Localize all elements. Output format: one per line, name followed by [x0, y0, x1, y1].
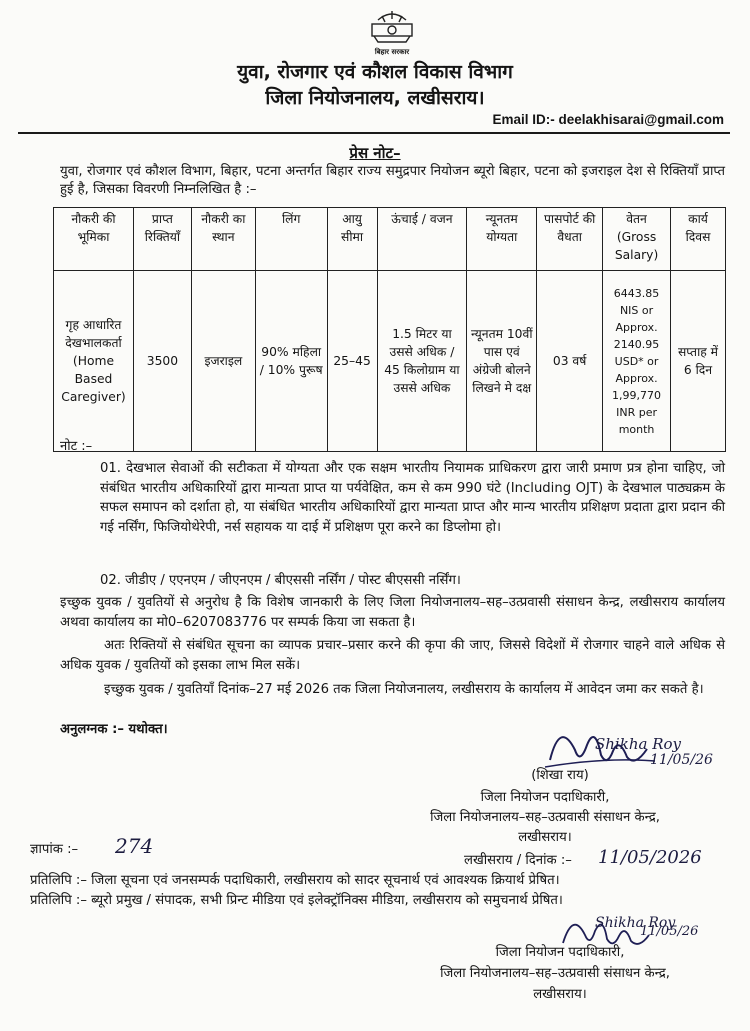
header-divider	[18, 132, 730, 134]
annexure-line: अनुलग्नक :– यथोक्त।	[60, 722, 168, 737]
department-title: युवा, रोजगार एवं कौशल विकास विभाग	[237, 61, 513, 83]
header-cell: नौकरी का स्थान	[191, 208, 255, 271]
memo-number: 274	[115, 834, 154, 858]
officer-designation: जिला नियोजन पदाधिकारी,	[480, 790, 610, 805]
table-cell: 1.5 मिटर या उससे अधिक / 45 किलोग्राम या उससे अधिक	[377, 271, 467, 452]
signature-date: 11/05/26	[640, 924, 699, 939]
note-item-1: 01. देखभाल सेवाओं की सटीकता में योग्यता और एक सक्षम भारतीय नियामक प्राधिकरण द्वारा जारी प्रमाण प्रत्र होना चाहिए, जो संबंधित भारतीय अधिकारियों द्वारा मान्यता प्राप्त या पर्यवेक्षित, कम से कम 990 घंटे (Including OJT) के देखभाल पाठ्यक्रम के सफल समापन को दर्शाता हो, या संबंधित भारतीय अधिकारियों द्वारा मान्यता प्राप्त और मान्य भारतीय प्रशिक्षण प्रदाता द्वारा प्रदान की गई नर्सिंग, फिजियोथेरेपी, नर्स सहायक या दाई में प्रशिक्षण पूरा करने का डिप्लोमा हो।	[100, 461, 725, 535]
dispatch-date: 11/05/2026	[598, 847, 702, 868]
table-cell: न्यूनतम 10वीं पास एवं अंग्रेजी बोलने लिखने मे दक्ष	[467, 271, 537, 452]
contact-paragraph: इच्छुक युवक / युवतियों से अनुरोध है कि विशेष जानकारी के लिए जिला नियोजनालय–सह–उत्प्रवासी संसाधन केन्द्र, लखीसराय कार्यालय अथवा कार्यालय का मो0–6207083776 पर सम्पर्क किया जा सकता है।	[60, 595, 725, 630]
officer-office: जिला नियोजनालय–सह–उत्प्रवासी संसाधन केन्द्र,	[430, 810, 660, 825]
table-cell: गृह आधारित देखभालकर्ता (Home Based Caregiver)	[54, 271, 134, 452]
officer-office: जिला नियोजनालय–सह–उत्प्रवासी संसाधन केन्द्र,	[440, 966, 670, 981]
header-cell: कार्य दिवस	[671, 208, 726, 271]
table-cell: 03 वर्ष	[537, 271, 603, 452]
table-cell: 6443.85 NIS or Approx. 2140.95 USD* or Approx. 1,99,770 INR per month	[603, 271, 671, 452]
publicity-paragraph: अतः रिक्तियों से संबंधित सूचना का व्यापक प्रचार–प्रसार करने की कृपा की जाए, जिससे विदेशों में रोजगार चाहने वाले अधिक से अधिक युवक / युवतियों को इसका लाभ मिल सकें।	[60, 638, 725, 673]
officer-place: लखीसराय।	[533, 987, 587, 1002]
signature-date: 11/05/26	[650, 752, 713, 768]
header-cell: लिंग	[255, 208, 327, 271]
table-header-row	[54, 208, 726, 271]
officer-place: लखीसराय।	[518, 830, 572, 845]
table-row	[54, 271, 726, 452]
officer-name: (शिखा राय)	[531, 768, 589, 783]
table-cell: इजराइल	[191, 271, 255, 452]
header-cell: आयु सीमा	[327, 208, 377, 271]
press-note-intro: युवा, रोजगार एवं कौशल विभाग, बिहार, पटना अन्तर्गत बिहार राज्य समुद्रपार नियोजन ब्यूरो बिहार, पटना को इजराइल देश से रिक्तियाँ प्राप्त हुई है, जिसका विवरणी निम्नलिखित है :–	[60, 164, 725, 197]
header-cell: न्यूनतम योग्यता	[467, 208, 537, 271]
note-item-2: 02. जीडीए / एएनएम / जीएनएम / बीएससी नर्सिंग / पोस्ट बीएससी नर्सिंग।	[100, 573, 461, 588]
table-cell: सप्ताह में 6 दिन	[671, 271, 726, 452]
office-title: जिला नियोजनालय, लखीसराय।	[265, 87, 485, 109]
header-cell: पासपोर्ट की वैधता	[537, 208, 603, 271]
place-date-label: लखीसराय / दिनांक :–	[464, 853, 572, 868]
emblem-caption: बिहार सरकार	[374, 48, 410, 56]
table-cell: 25–45	[327, 271, 377, 452]
table-cell: 3500	[133, 271, 191, 452]
header-cell: प्राप्त रिक्तियाँ	[133, 208, 191, 271]
header-cell: नौकरी की भूमिका	[54, 208, 134, 271]
signature-text: Shikha Roy	[595, 735, 681, 753]
press-note-title: प्रेस नोट–	[349, 144, 401, 162]
header-cell: ऊंचाई / वजन	[377, 208, 467, 271]
header-cell: वेतन (Gross Salary)	[603, 208, 671, 271]
officer-designation: जिला नियोजन पदाधिकारी,	[495, 945, 625, 960]
copy-line-1: प्रतिलिपि :– जिला सूचना एवं जनसम्पर्क पदाधिकारी, लखीसराय को सादर सूचनार्थ एवं आवश्यक क्रियार्थ प्रेषित।	[30, 873, 560, 888]
deadline-paragraph: इच्छुक युवक / युवतियाँ दिनांक–27 मई 2026 तक जिला नियोजनालय, लखीसराय के कार्यालय में आवेदन जमा कर सकते है।	[104, 682, 704, 697]
signature-text: Shikha Roy	[595, 915, 676, 931]
copy-line-2: प्रतिलिपि :– ब्यूरो प्रमुख / संपादक, सभी प्रिन्ट मीडिया एवं इलेक्ट्रॉनिक्स मीडिया, लखीसराय को समुचनार्थ प्रेषित।	[30, 893, 563, 908]
memo-label: ज्ञापांक :–	[30, 842, 79, 857]
office-email: Email ID:- deelakhisarai@gmail.com	[492, 112, 724, 127]
table-cell: 90% महिला / 10% पुरूष	[255, 271, 327, 452]
vacancy-table	[53, 207, 726, 452]
notes-heading: नोट :–	[60, 439, 93, 454]
